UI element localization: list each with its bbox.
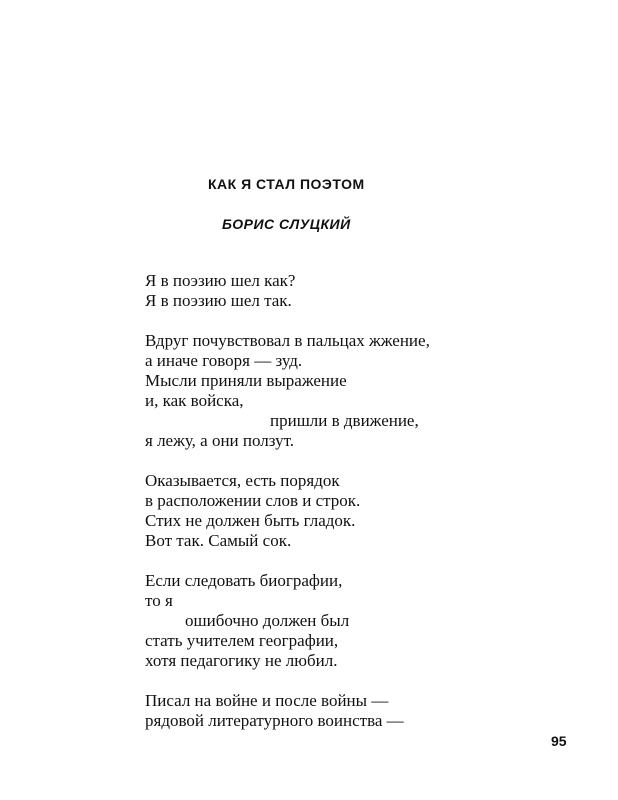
poem-line: рядовой литературного воинства — (145, 711, 404, 730)
poem-line: Если следовать биографии, (145, 571, 343, 590)
stanza (145, 271, 585, 311)
poem-line: Писал на войне и после войны — (145, 691, 389, 710)
poem-line: пришли в движение, (270, 411, 419, 430)
poem-line: стать учителем географии, (145, 631, 339, 650)
poem-line: ошибочно должен был (185, 611, 350, 630)
poem-title: КАК Я СТАЛ ПОЭТОМ (208, 176, 365, 192)
stanza (145, 691, 585, 731)
poem-line: Стих не должен быть гладок. (145, 511, 356, 530)
poem-line: Оказывается, есть порядок (145, 471, 340, 490)
poem-body (145, 271, 585, 751)
poem-line: и, как войска, (145, 391, 244, 410)
poem-line: то я (145, 591, 173, 610)
poem-line: Вдруг почувствовал в пальцах жжение, (145, 331, 430, 350)
poem-line: Мысли приняли выражение (145, 371, 347, 390)
stanza (145, 331, 585, 451)
page-number: 95 (551, 733, 567, 749)
stanza (145, 571, 585, 671)
poem-line: Я в поэзию шел как? (145, 271, 296, 290)
poem-author: БОРИС СЛУЦКИЙ (222, 216, 351, 232)
poem-line: Я в поэзию шел так. (145, 291, 292, 310)
poem-line: хотя педагогику не любил. (145, 651, 338, 670)
poem-line: в расположении слов и строк. (145, 491, 361, 510)
poem-line: Вот так. Самый сок. (145, 531, 292, 550)
poem-line: а иначе говоря — зуд. (145, 351, 303, 370)
stanza (145, 471, 585, 551)
poem-line: я лежу, а они ползут. (145, 431, 294, 450)
